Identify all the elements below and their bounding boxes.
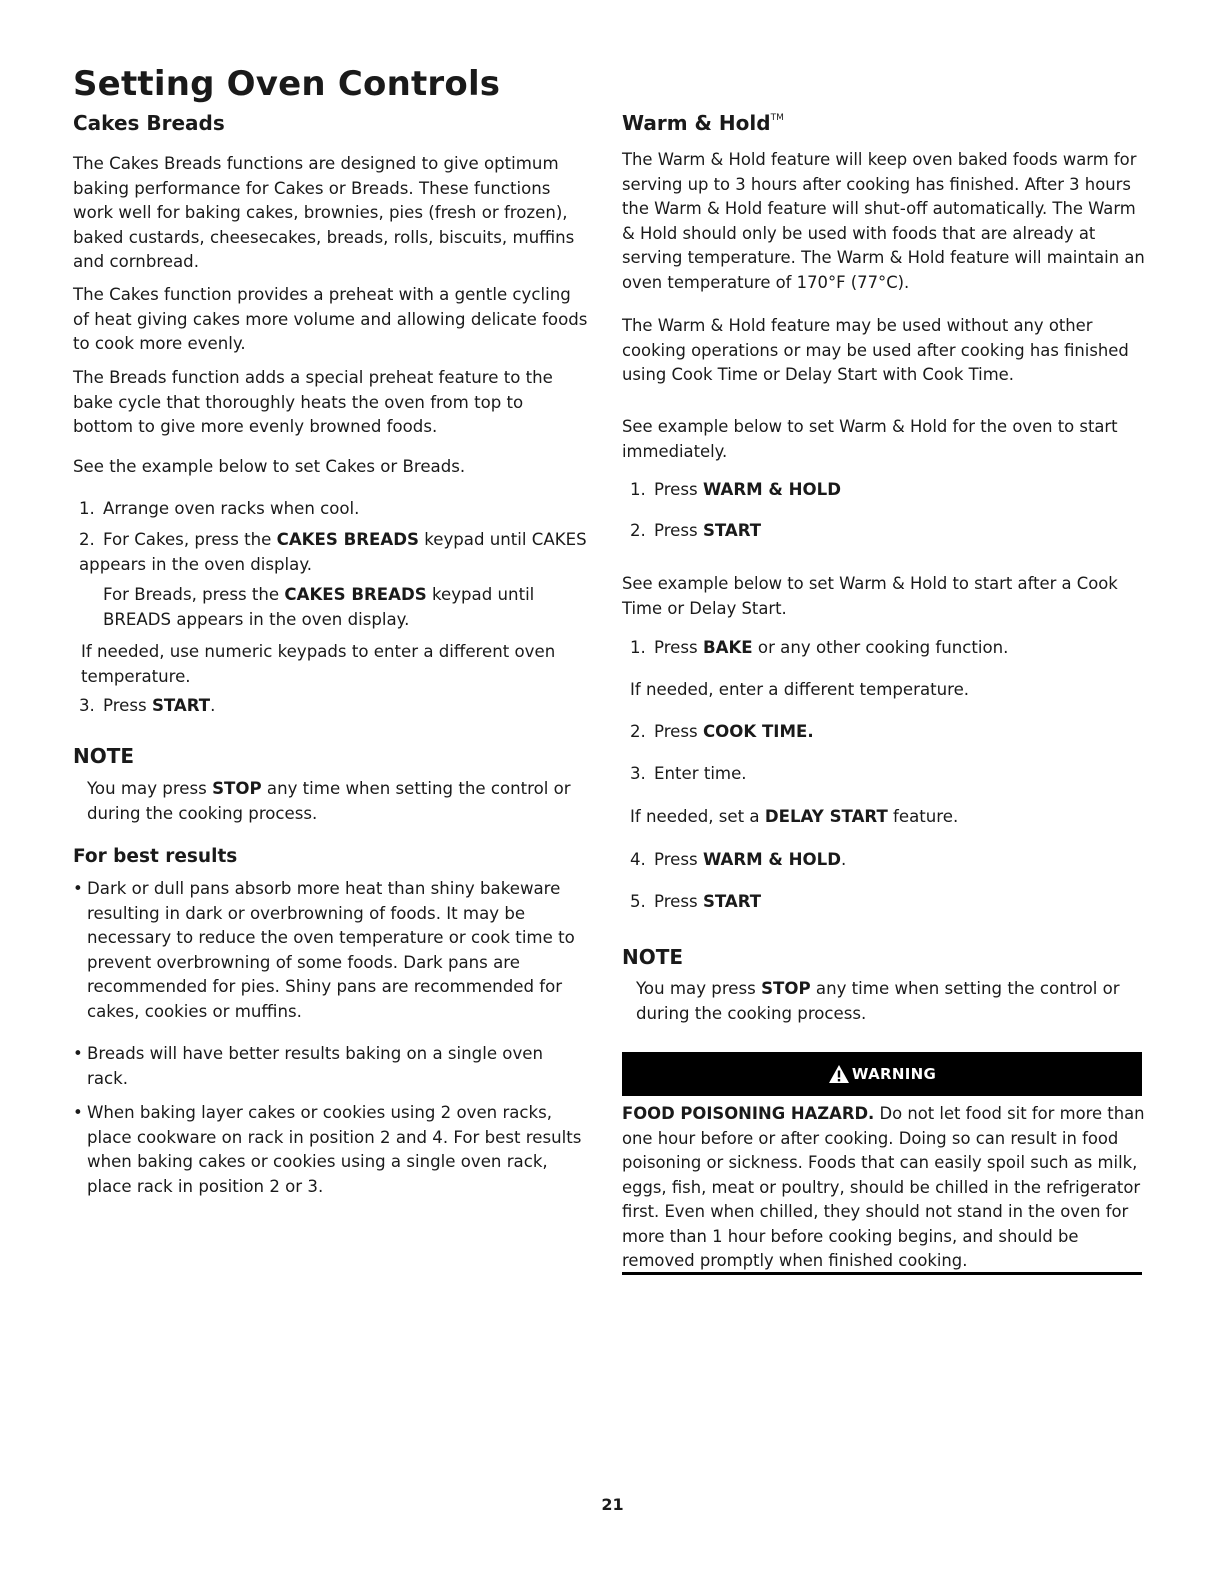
keypad-name: CAKES BREADS [276,530,419,549]
hazard-title: FOOD POISONING HAZARD. [622,1104,875,1123]
step-number: 3. [79,696,95,715]
note-heading: NOTE [622,945,684,969]
warm-hold-example-2-intro: See example below to set Warm & Hold to start after a Cook Time or Delay Start. [622,574,1118,618]
step-number: 2. [79,530,95,549]
cakes-breads-example-intro: See the example below to set Cakes or Breads. [73,457,466,476]
note-text: You may press STOP any time when setting the control or during the cooking process. [87,779,571,823]
delayed-step-1: 1. Press BAKE or any other cooking function. [630,638,1009,657]
warm-hold-usage: The Warm & Hold feature may be used without any other cooking operations or may be used after cooking has finished using Cook Time or Delay Start with Cook Time. [622,316,1129,384]
warning-triangle-icon [828,1064,850,1084]
page-number: 21 [601,1495,624,1514]
cakes-step-3: 3. Press START. [79,694,584,719]
delayed-step-5: 5. Press START [630,892,762,911]
warning-text: FOOD POISONING HAZARD. Do not let food sit for more than one hour before or after cooking. Doing so can result in food poisoning or sickness. Foods that can easily spoil such as milk, eggs, fish, meat or poultry, should be chilled in the refrigerator first. Even when chilled, they should not stand in the oven for more than 1 hour before cooking begins, and should be removed promptly when finished cooking. [622,1104,1145,1270]
warm-hold-intro: The Warm & Hold feature will keep oven baked foods warm for serving up to 3 hours after cooking has finished. After 3 hours the Warm & Hold feature will shut-off automatically. The Warm & Hold should only be used with foods that are already at serving temperature. The Warm & Hold feature will maintain an oven temperature of 170°F (77°C). [622,150,1145,292]
best-results-bullet: • When baking layer cakes or cookies using 2 oven racks, place cookware on rack in position 2 and 4. For best results when baking cakes or cookies using a single oven rack, place rack in position 2 or 3. [73,1103,582,1196]
cakes-breads-intro: The Cakes Breads functions are designed to give optimum baking performance for Cakes or Breads. These functions work well for baking cakes, brownies, pies (fresh or frozen), baked custards, cheesecakes, breads, rolls, biscuits, muffins and cornbread. [73,154,575,271]
cakes-step-2 [79,528,589,577]
step-number: 1. [79,499,95,518]
note-text: You may press STOP any time when setting the control or during the cooking process. [636,979,1120,1023]
warning-banner [622,1052,1142,1096]
warm-hold-step-2: 2. Press START [630,521,762,540]
warning-label: WARNING [851,1065,937,1083]
note-heading: NOTE [73,744,135,768]
cakes-function-desc: The Cakes function provides a preheat with a gentle cycling of heat giving cakes more volume and allowing delicate foods to cook more evenly. [73,285,588,353]
warning-bottom-rule [622,1272,1142,1275]
cakes-step-2-breads: For Breads, press the CAKES BREADS keypad until BREADS appears in the oven display. [103,585,535,629]
cakes-breads-heading: Cakes Breads [73,111,225,135]
best-results-heading: For best results [73,846,238,867]
delayed-if-needed-delay: If needed, set a DELAY START feature. [630,807,959,826]
page-title: Setting Oven Controls [73,64,501,104]
best-results-bullet: • Breads will have better results baking on a single oven rack. [73,1044,543,1088]
warm-hold-example-1-intro: See example below to set Warm & Hold for the oven to start immediately. [622,417,1118,461]
delayed-step-2: 2. Press COOK TIME. [630,722,814,741]
step-text: Arrange oven racks when cool. [103,499,360,518]
breads-function-desc: The Breads function adds a special preheat feature to the bake cycle that thoroughly heats the oven from top to bottom to give more evenly browned foods. [73,368,553,436]
delayed-if-needed-temp: If needed, enter a different temperature. [630,680,970,699]
delayed-step-3: 3. Enter time. [630,764,747,783]
delayed-step-4: 4. Press WARM & HOLD. [630,850,847,869]
trademark-mark: TM [770,113,784,123]
cakes-if-needed: If needed, use numeric keypads to enter a different oven temperature. [81,642,556,686]
warm-hold-step-1: 1. Press WARM & HOLD [630,480,842,499]
warm-hold-heading: Warm & Hold™ [622,111,784,135]
best-results-bullet: • Dark or dull pans absorb more heat than shiny bakeware resulting in dark or overbrowning of foods. It may be necessary to reduce the oven temperature or cook time to prevent overbrowning of some foods. Dark pans are recommended for pies. Shiny pans are recommended for cakes, cookies or muffins. [73,879,575,1021]
step-text-a: For Cakes, press the CAKES BREADS keypad until CAKES appears in the oven display. [79,530,587,574]
cakes-step-1 [79,497,584,522]
keypad-name: CAKES BREADS [284,585,427,604]
keypad-name: START [151,696,211,715]
